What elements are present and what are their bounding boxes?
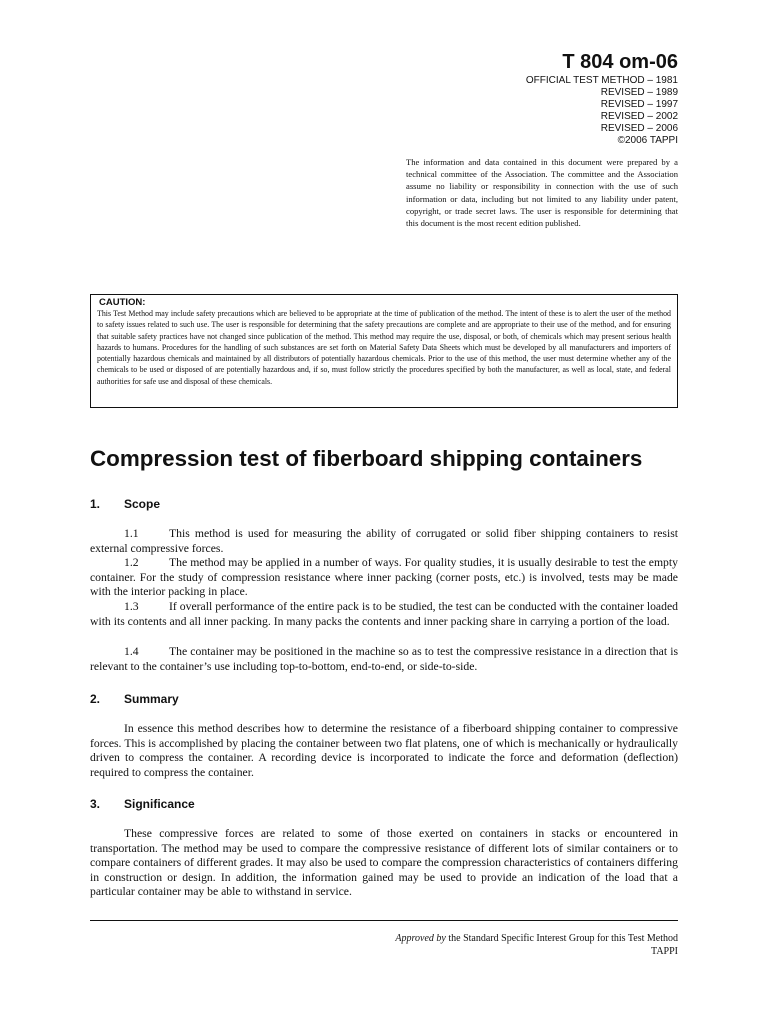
section-heading-summary <box>90 692 179 706</box>
paragraph <box>90 600 678 629</box>
section-number: 2. <box>90 692 101 706</box>
footer-divider <box>90 920 678 921</box>
document-header <box>526 50 678 147</box>
section-title: Scope <box>124 497 161 511</box>
section-title: Significance <box>124 797 195 811</box>
approval-line <box>395 932 678 945</box>
paragraph-text: In essence this method describes how to determine the resistance of a fiberboard shipping container to compressive forces. This is accomplished by placing the container between two flat platens, one of which is mechanically or hydraulically driven to compress the container. A recording device is incorporated to indicate the force and deformation (deflection) required to compress the container. <box>90 722 678 779</box>
document-title: Compression test of fiberboard shipping containers <box>90 446 643 471</box>
revision-line: REVISED – 2002 <box>600 111 678 122</box>
paragraph <box>90 556 678 600</box>
caution-title: CAUTION: <box>99 297 146 308</box>
revision-line: REVISED – 2006 <box>600 123 678 134</box>
section-title: Summary <box>124 692 179 706</box>
section-heading-significance <box>90 797 195 811</box>
section-number: 3. <box>90 797 101 811</box>
approval-text: the Standard Specific Interest Group for this Test Method <box>445 933 678 944</box>
paragraph-number: 1.2 <box>124 556 139 569</box>
revision-line: OFFICIAL TEST METHOD – 1981 <box>525 75 678 86</box>
paragraph-number: 1.1 <box>124 527 139 540</box>
caution-box <box>90 294 678 408</box>
disclaimer-text: The information and data contained in this document were prepared by a technical committee of the Association. The committee and the Association assume no liability or responsibility in connection with the use of such information or data, including but not limited to any liability under patent, copyright, or trade secret laws. The user is responsible for determining that this document is the most recent edition published. <box>406 157 678 229</box>
paragraph-text: The container may be positioned in the machine so as to test the compressive resistance in a direction that is relevant to the container’s use including top-to-bottom, end-to-end, or side-to-side. <box>90 645 678 673</box>
page-footer <box>395 932 678 958</box>
paragraph <box>90 827 678 900</box>
document-id: T 804 om-06 <box>562 51 678 73</box>
paragraph-number: 1.3 <box>124 600 139 613</box>
paragraph-number: 1.4 <box>124 645 139 658</box>
paragraph-text: If overall performance of the entire pack is to be studied, the test can be conducted with the container loaded with its contents and all inner packing. In many packs the contents and inner packing share in carrying a portion of the load. <box>90 600 678 628</box>
revision-line: REVISED – 1989 <box>600 87 678 98</box>
paragraph-text: This method is used for measuring the ability of corrugated or solid fiber shipping containers to resist external compressive forces. <box>90 527 678 555</box>
caution-body: This Test Method may include safety precautions which are believed to be appropriate at the time of publication of the method. The intent of these is to alert the user of the method to safety issues related to such use. The user is responsible for determining that the safety precautions are complete and are appropriate to their use of the method, and for ensuring that suitable safety practices have not changed since publication of the method. This method may require the use, disposal, or both, of chemicals which may present serious health hazards to humans. Procedures for the handling of such substances are set forth on Material Safety Data Sheets which must be developed by all manufacturers and importers of potentially hazardous chemicals and maintained by all distributors of potentially hazardous chemicals. Prior to the use of this method, the user must determine whether any of the chemicals to be used or disposed of are potentially hazardous and, if so, must follow strictly the procedures specified by both the manufacturer, as well as local, state, and federal authorities for safe use and disposal of these chemicals. <box>97 309 671 386</box>
section-number: 1. <box>90 497 101 511</box>
paragraph <box>90 645 678 674</box>
footer-org: TAPPI <box>651 946 678 957</box>
paragraph <box>90 527 678 556</box>
paragraph-text: These compressive forces are related to some of those exerted on containers in stacks or encountered in transportation. The method may be used to compare the compressive resistance of different lots of similar containers or to compare containers of different grades. It may also be used to compare the compression characteristics of containers differing in construction or design. In addition, the information gained may be used to provide an indication of the load that a particular container may be able to withstand in service. <box>90 827 678 899</box>
revision-line: REVISED – 1997 <box>600 99 678 110</box>
section-heading-scope <box>90 497 160 511</box>
approved-by-label: Approved by <box>395 933 446 944</box>
paragraph-text: The method may be applied in a number of ways. For quality studies, it is usually desirable to test the empty container. For the study of compression resistance where inner packing (corner posts, etc.) is involved, tests may be made with the interior packing in place. <box>90 556 678 599</box>
paragraph <box>90 722 678 780</box>
revision-history <box>526 75 678 147</box>
copyright-line: ©2006 TAPPI <box>617 135 678 146</box>
